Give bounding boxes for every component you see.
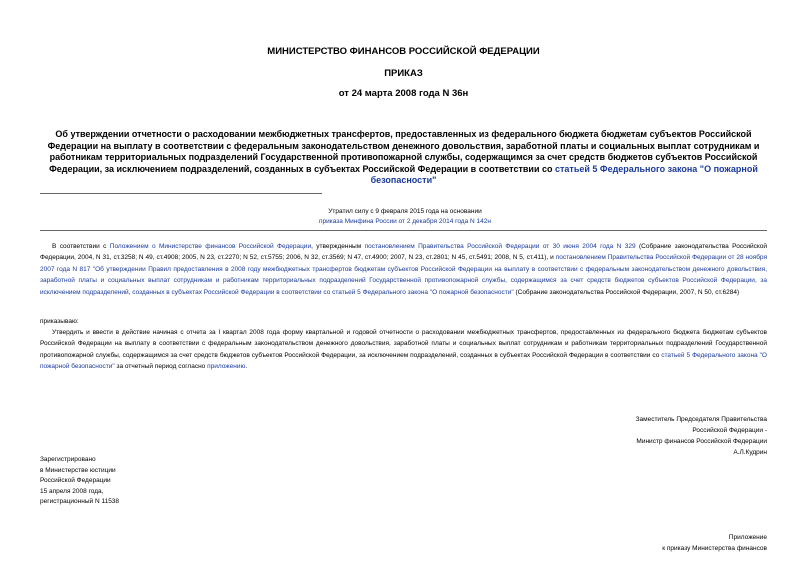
regulation-link[interactable]: Положением о Министерстве финансов Российской Федерации [109, 243, 312, 250]
registration-block [40, 455, 119, 508]
appendix-line-1: Приложение [728, 534, 767, 541]
title-text: Об утверждении отчетности о расходовании межбюджетных трансфертов, предоставленных из федерального бюджета бюджетам субъектов Российской Федерации на выплату в соответствии с федеральным законодательством денежного довольствия, заработной платы и социальных выплат сотрудникам и работникам территориальных подразделений Государственной противопожарной службы, содержащимся за счет средств бюджетов субъектов Российской Федерации, за исключением подразделений, созданных в субъектах Российской Федерации в соответствии со [47, 129, 760, 174]
title-divider [40, 193, 322, 194]
registration-number: регистрационный N 11538 [40, 498, 120, 506]
appendix-line-2: к приказу Министерства финансов [662, 544, 767, 552]
resolution-329-link[interactable]: постановлением Правительства Российской Федерации от 30 июня 2004 года N 329 [364, 243, 636, 250]
body-law-link[interactable]: статьей 5 Федерального закона "О пожарной безопасности" [40, 351, 767, 371]
signature-name: А.Л.Кудрин [733, 449, 767, 456]
document-title [40, 129, 767, 187]
notice-divider [40, 230, 767, 231]
title-law-link[interactable]: статьей 5 Федерального закона "О пожарной безопасности" [370, 163, 758, 185]
registration-date: 15 апреля 2008 года, [40, 487, 104, 495]
lost-force-notice [280, 207, 530, 227]
body-text-1: Утвердить и ввести в действие начиная с отчета за I квартал 2008 года форму квартальной и годовой отчетности о расходовании межбюджетных трансфертов, предоставленных из федерального бюджета бюджетам субъектов Российской Федерации на выплату в соответствии с федеральным законодательством денежного довольствия, заработной платы и социальных выплат сотрудникам и работникам территориальных подразделений Государственной противопожарной службы, содержащимся за счет средств бюджетов субъектов Российской Федерации, за исключением подразделений, созданных в субъектах Российской Федерации в соответствии со [40, 329, 767, 359]
preamble-text-2: , утвержденным [311, 243, 365, 250]
registration-line-1: Зарегистрировано [40, 456, 96, 463]
signature-line-1: Заместитель Председателя Правительства [635, 416, 767, 423]
preamble-text-1: В соответствии с [52, 243, 110, 250]
signature-line-3: Министр финансов Российской Федерации [636, 438, 767, 445]
body-text-2: за отчетный период согласно [114, 363, 208, 371]
document-date-number: от 24 марта 2008 года N 36н [338, 88, 469, 99]
signature-block [636, 414, 767, 458]
preamble-text-4: (Собрание законодательства Российской Федерации, 2007, N 50, ст.6284) [513, 288, 740, 296]
signature-line-2: Российской Федерации - [692, 427, 767, 434]
preamble-paragraph [40, 241, 767, 298]
lost-force-link[interactable]: приказа Минфина России от 2 декабря 2014 года N 142н [319, 218, 491, 225]
registration-line-2: в Министерстве юстиции [40, 466, 116, 474]
ministry-heading: МИНИСТЕРСТВО ФИНАНСОВ РОССИЙСКОЙ ФЕДЕРАЦИИ [267, 46, 540, 57]
appendix-header [662, 533, 767, 554]
lost-force-text: Утратил силу с 9 февраля 2015 года на основании [328, 208, 482, 215]
registration-line-3: Российской Федерации [40, 477, 111, 485]
appendix-link[interactable]: приложению [207, 363, 246, 371]
order-word: приказываю: [40, 318, 79, 325]
document-type: ПРИКАЗ [384, 68, 423, 79]
preamble-text-3: (Собрание законодательства Российской Федерации, 2004, N 31, ст.3258; N 49, ст.4908; 2005, N 23, ст.2270; N 52, ст.5755; 2006, N 32, ст.3569; N 47, ст.4900; 2007, N 23, ст.2801; N 45, ст.5491; 2008, N 5, ст.411), и [40, 243, 768, 262]
body-text-3: . [245, 363, 248, 371]
resolution-817-link[interactable]: постановлением Правительства Российской Федерации от 28 ноября 2007 года N 817 "Об утверждении Правил предоставления в 2008 году межбюджетных трансфертов бюджетам субъектов Российской Федерации на выплату в соответствии с федеральным законодательством денежного довольствия, заработной платы и социальных выплат сотрудникам и работникам территориальных подразделений Государственной противопожарной службы, содержащимся за счет средств бюджетов субъектов Российской Федерации, за исключением подразделений, созданных в субъектах Российской Федерации в соответствии со статьей 5 Федерального закона "О пожарной безопасности" [40, 254, 767, 296]
body-paragraph [40, 327, 767, 373]
